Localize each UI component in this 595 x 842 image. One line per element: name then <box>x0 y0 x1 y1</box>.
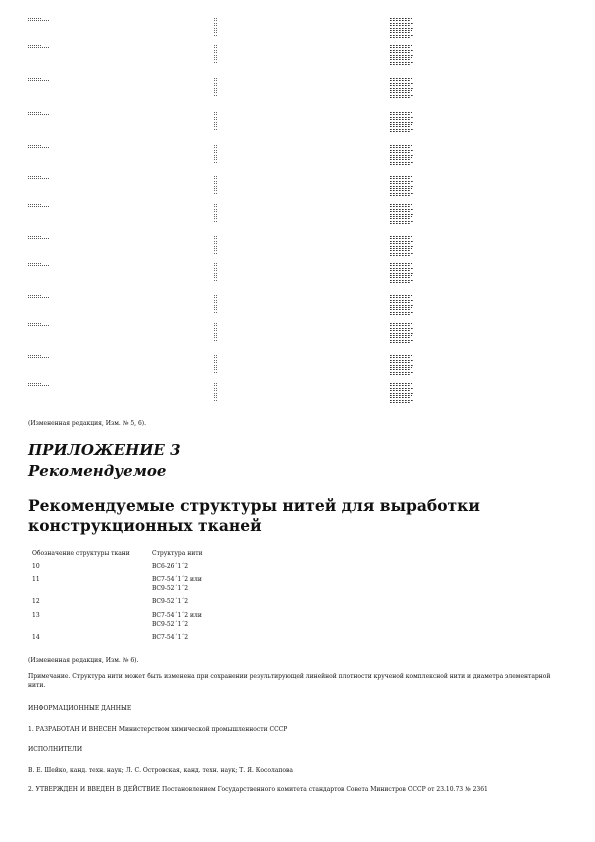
illegible-cell <box>28 323 56 328</box>
row-number: 14 <box>32 634 40 641</box>
row-structure: ВС7-54´1´2 или <box>152 576 202 583</box>
illegible-cell <box>28 45 56 50</box>
illegible-table-row <box>0 112 595 136</box>
illegible-cell <box>390 204 414 226</box>
illegible-table-row <box>0 355 595 379</box>
illegible-cell <box>214 295 224 314</box>
remark-paragraph: Примечание. Структура нити может быть изменена при сохранении результирующей линейной плотности крученой комплексной нити и диаметра элементарной нити. <box>28 673 551 689</box>
change-note-bottom: (Измененная редакция, Изм. № 6). <box>28 657 139 664</box>
illegible-table-row <box>0 323 595 347</box>
illegible-cell <box>28 176 56 181</box>
illegible-cell <box>390 78 414 100</box>
illegible-table-row <box>0 383 595 407</box>
illegible-table-row <box>0 176 595 200</box>
illegible-cell <box>390 355 414 377</box>
illegible-cell <box>214 45 224 64</box>
appendix-title: Рекомендуемые структуры нитей для выработки конструкционных тканей <box>28 496 480 535</box>
table-header-designation: Обозначение структуры ткани <box>32 550 130 557</box>
row-structure: ВС9-52´1´2 <box>152 585 189 592</box>
illegible-cell <box>214 263 224 282</box>
illegible-cell <box>214 355 224 374</box>
illegible-cell <box>214 204 224 223</box>
illegible-table-row <box>0 204 595 228</box>
illegible-cell <box>390 263 414 285</box>
illegible-cell <box>214 323 224 342</box>
illegible-cell <box>214 176 224 195</box>
row-structure: ВС6-26´1´2 <box>152 563 189 570</box>
illegible-cell <box>390 176 414 198</box>
illegible-cell <box>28 295 56 300</box>
row-structure: ВС9-52´1´2 <box>152 598 189 605</box>
illegible-table-row <box>0 295 595 319</box>
illegible-cell <box>28 383 56 388</box>
info-heading: ИНФОРМАЦИОННЫЕ ДАННЫЕ <box>28 705 132 712</box>
illegible-table-row <box>0 45 595 69</box>
table-header-structure: Структура нити <box>152 550 203 557</box>
illegible-cell <box>390 383 414 405</box>
row-number: 13 <box>32 612 40 619</box>
illegible-cell <box>390 112 414 134</box>
illegible-cell <box>28 112 56 117</box>
row-number: 10 <box>32 563 40 570</box>
illegible-cell <box>390 295 414 317</box>
illegible-cell <box>390 145 414 167</box>
illegible-cell <box>390 236 414 258</box>
illegible-cell <box>214 236 224 255</box>
illegible-cell <box>214 145 224 164</box>
illegible-cell <box>28 355 56 360</box>
illegible-table-row <box>0 263 595 287</box>
info-item-2: 2. УТВЕРЖДЕН И ВВЕДЕН В ДЕЙСТВИЕ Постановлением Государственного комитета стандартов Совета Министров СССР от 23.10.73 № 2361 <box>28 786 488 793</box>
illegible-cell <box>390 323 414 345</box>
info-item-1: 1. РАЗРАБОТАН И ВНЕСЕН Министерством химической промышленности СССР <box>28 726 288 733</box>
illegible-table-row <box>0 145 595 169</box>
illegible-table-row <box>0 18 595 42</box>
row-structure: ВС7-54´1´2 или <box>152 612 202 619</box>
illegible-cell <box>390 18 414 40</box>
illegible-cell <box>214 112 224 131</box>
illegible-cell <box>214 383 224 402</box>
row-number: 12 <box>32 598 40 605</box>
executors-list: В. Е. Шейко, канд. техн. наук; Л. С. Островская, канд. техн. наук; Т. Я. Косолапова <box>28 767 293 774</box>
illegible-cell <box>214 78 224 97</box>
change-note-top: (Измененная редакция, Изм. № 5, 6). <box>28 420 147 427</box>
executors-heading: ИСПОЛНИТЕЛИ <box>28 746 83 753</box>
illegible-data-table <box>0 0 595 420</box>
illegible-cell <box>214 18 224 37</box>
illegible-cell <box>28 204 56 209</box>
illegible-cell <box>28 263 56 268</box>
illegible-cell <box>28 78 56 83</box>
illegible-cell <box>28 145 56 150</box>
row-structure: ВС7-54´1´2 <box>152 634 189 641</box>
illegible-table-row <box>0 236 595 260</box>
illegible-cell <box>390 45 414 67</box>
row-structure: ВС9-52´1´2 <box>152 621 189 628</box>
illegible-cell <box>28 236 56 241</box>
appendix-number: ПРИЛОЖЕНИЕ 3 <box>28 441 181 459</box>
illegible-cell <box>28 18 56 23</box>
row-number: 11 <box>32 576 40 583</box>
illegible-table-row <box>0 78 595 102</box>
appendix-status: Рекомендуемое <box>28 462 167 480</box>
